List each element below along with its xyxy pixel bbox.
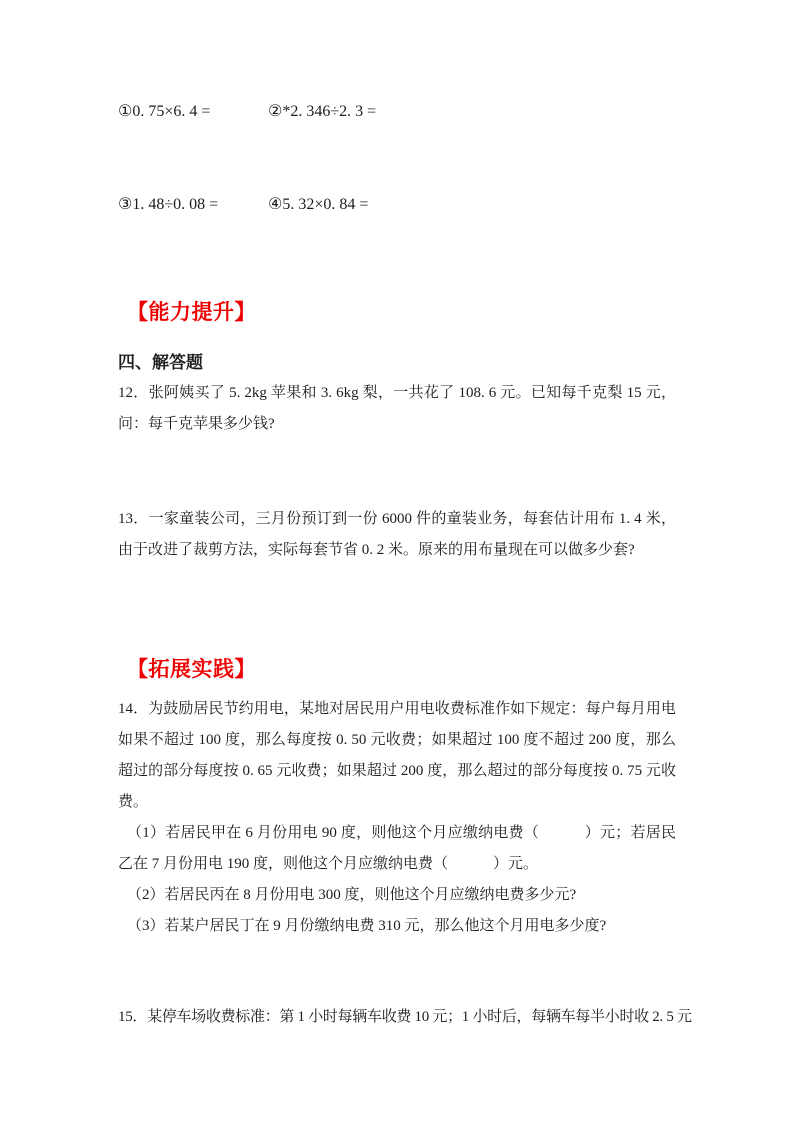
calc-problem-1 <box>118 102 268 122</box>
section-heading-practice: 【拓展实践】 <box>127 657 256 681</box>
oral-calc-row-2 <box>118 195 676 215</box>
calc-expression: 5. 32×0. 84 = <box>282 196 369 213</box>
problem-13-text: 13．一家童装公司，三月份预订到一份 6000 件的童装业务，每套估计用布 1. 4 米，由于改进了裁剪方法，实际每套节省 0. 2 米。原来的用布量现在可以做多少套? <box>118 511 676 558</box>
circled-number: ③ <box>118 196 133 213</box>
circled-number: ① <box>118 103 133 120</box>
problem-12-text: 12．张阿姨买了 5. 2kg 苹果和 3. 6kg 梨，一共花了 108. 6 元。已知每千克梨 15 元，问：每千克苹果多少钱? <box>118 385 676 432</box>
part4-heading: 四、解答题 <box>118 353 203 372</box>
problem-14-intro: 14．为鼓励居民节约用电，某地对居民用户用电收费标准作如下规定：每户每月用电如果不超过 100 度，那么每度按 0. 50 元收费；如果超过 100 度不超过 200 度，那么超过的部分每度按 0. 65 元收费；如果超过 200 度，那么超过的部分每度按 0. 75 元收费。 <box>118 701 676 810</box>
circled-number: ④ <box>268 196 283 213</box>
circled-number: ② <box>268 103 283 120</box>
section-heading-ability: 【能力提升】 <box>127 300 256 324</box>
calc-expression: *2. 346÷2. 3 = <box>282 103 377 120</box>
problem-14-sub-3: （3）若某户居民丁在 9 月份缴纳电费 310 元，那么他这个月用电多少度? <box>127 918 607 934</box>
calc-problem-4 <box>268 195 368 215</box>
calc-expression: 1. 48÷0. 08 = <box>132 196 219 213</box>
problem-14-sub-2: （2）若居民丙在 8 月份用电 300 度，则他这个月应缴纳电费多少元? <box>127 887 577 903</box>
problem-14 <box>118 694 676 942</box>
problem-14-sub-1: （1）若居民甲在 6 月份用电 90 度，则他这个月应缴纳电费（ ）元；若居民乙在 7 月份用电 190 度，则他这个月应缴纳电费（ ）元。 <box>118 825 676 872</box>
problem-15-text: 15．某停车场收费标准：第 1 小时每辆车收费 10 元；1 小时后，每辆车每半小时收 2. 5 元 <box>118 1009 692 1025</box>
calc-problem-3 <box>118 195 268 215</box>
calc-expression: 0. 75×6. 4 = <box>132 103 211 120</box>
calc-problem-2 <box>268 102 376 122</box>
oral-calc-row-1 <box>118 102 676 122</box>
